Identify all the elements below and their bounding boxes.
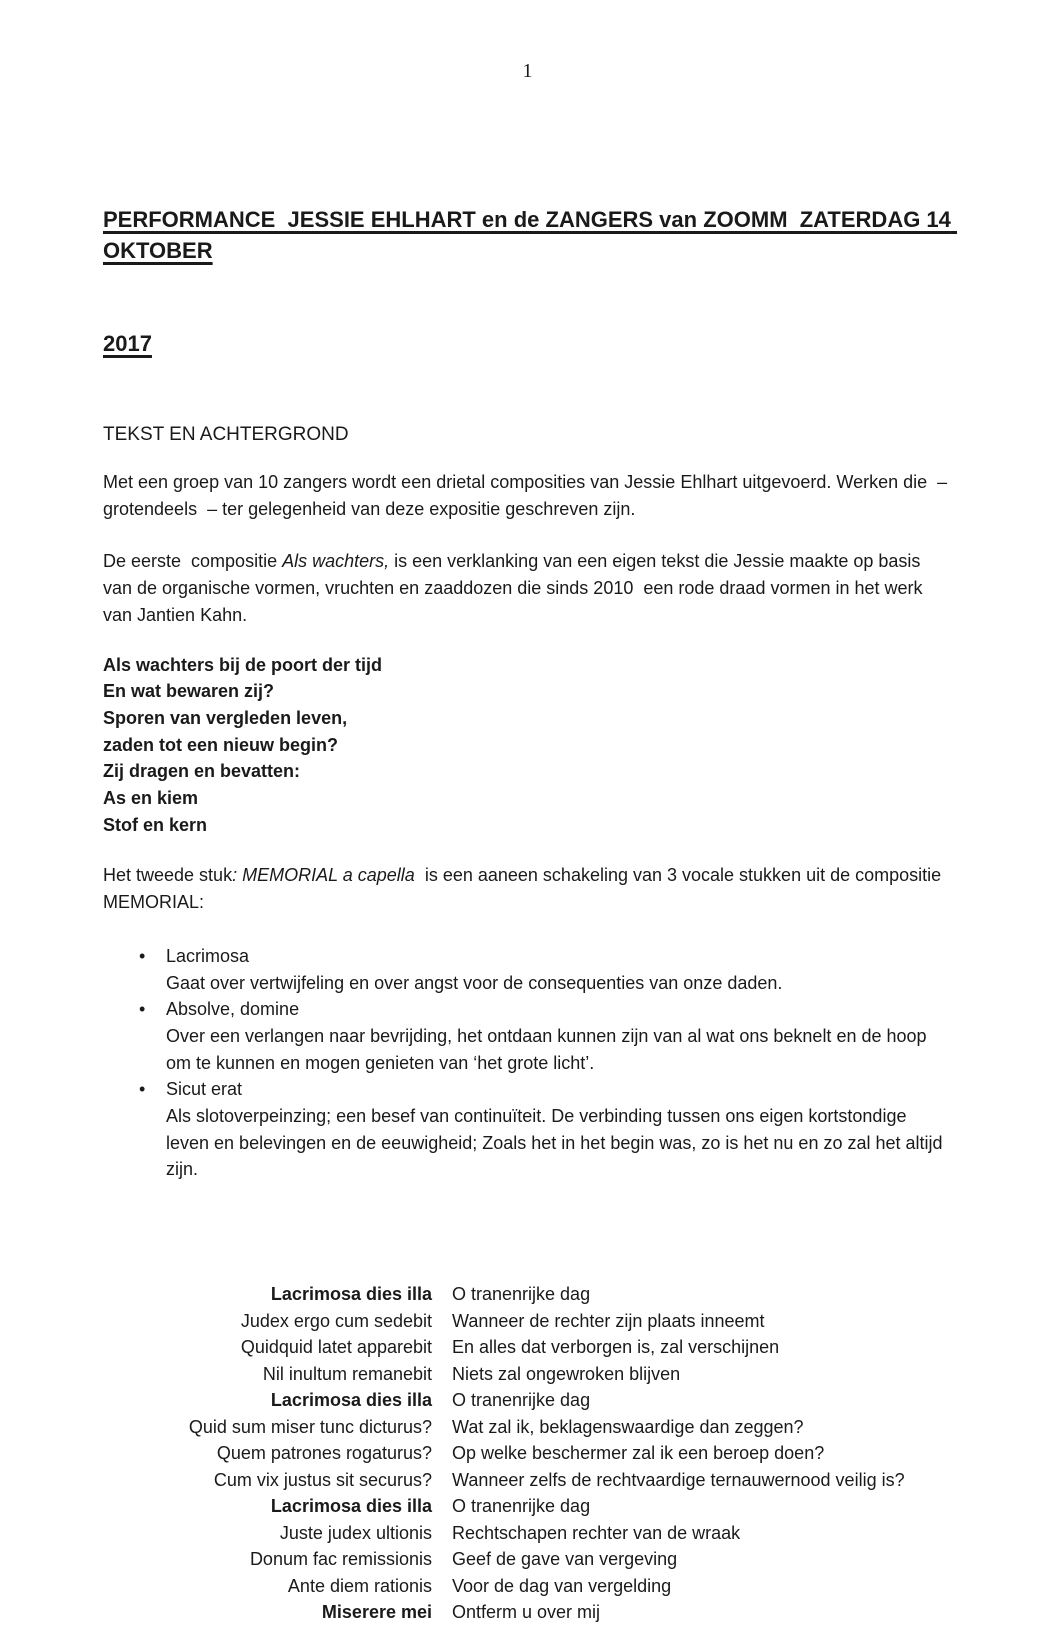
latin-cell: Juste judex ultionis	[279, 1522, 432, 1543]
poem-line: Zij dragen en bevatten:	[103, 761, 301, 782]
latin-cell: Judex ergo cum sedebit	[240, 1310, 432, 1331]
poem-als-wachters	[103, 652, 952, 839]
poem-line: zaden tot een nieuw begin?	[103, 734, 339, 755]
lyrics-row	[103, 1414, 952, 1441]
lyrics-row	[103, 1281, 952, 1308]
latin-cell: Donum fac remissionis	[249, 1549, 432, 1570]
intro-text: Met een groep van 10 zangers wordt een drietal composities van Jessie Ehlhart uitgevoerd. Werken die – grotendeels – ter gelegenheid van deze expositie geschreven zijn.	[103, 472, 953, 519]
poem-line: En wat bewaren zij?	[103, 681, 275, 702]
title-line-1-text: PERFORMANCE JESSIE EHLHART en de ZANGERS van ZOOMM ZATERDAG 14 OKTOBER	[103, 207, 958, 263]
dutch-cell: Niets zal ongewroken blijven	[452, 1363, 681, 1384]
poem-line: Stof en kern	[103, 814, 208, 835]
lyrics-row	[103, 1520, 952, 1547]
lyrics-row	[103, 1334, 952, 1361]
title-line-2-text: 2017	[103, 331, 152, 356]
dutch-cell: Wanneer zelfs de rechtvaardige ternauwernood veilig is?	[452, 1469, 905, 1490]
second-piece-pre: Het tweede stuk	[103, 865, 233, 886]
dutch-cell: Wanneer de rechter zijn plaats inneemt	[452, 1310, 765, 1331]
movement-title: • Sicut erat	[166, 1079, 243, 1100]
latin-cell: Cum vix justus sit securus?	[213, 1469, 432, 1490]
lyrics-row	[103, 1546, 952, 1573]
dutch-cell: O tranenrijke dag	[452, 1390, 591, 1411]
latin-cell: Ante diem rationis	[287, 1575, 432, 1596]
lyrics-row	[103, 1493, 952, 1520]
latin-cell: Quid sum miser tunc dicturus?	[188, 1416, 432, 1437]
latin-cell: Lacrimosa dies illa	[270, 1390, 432, 1411]
page-number: 1	[522, 60, 533, 82]
first-composition-post: is een verklanking van een eigen tekst die Jessie maakte op basis van de organische vormen, vruchten en zaaddozen die sinds 2010 een rode draad vormen in het werk van Jantien Kahn.	[103, 551, 928, 625]
lyrics-row	[103, 1308, 952, 1335]
movement-description: Over een verlangen naar bevrijding, het ontdaan kunnen zijn van al wat ons beknelt en de hoop om te kunnen en mogen genieten van ‘het grote licht’.	[166, 1025, 927, 1073]
latin-cell: Lacrimosa dies illa	[270, 1284, 432, 1305]
second-piece-post: is een aaneen schakeling van 3 vocale stukken uit de compositie MEMORIAL:	[103, 865, 947, 913]
lyrics-row	[103, 1467, 952, 1494]
document-title	[103, 142, 958, 421]
latin-cell: Nil inultum remanebit	[262, 1363, 432, 1384]
second-piece-title-italic: : MEMORIAL a capella	[232, 865, 415, 886]
dutch-cell: Ontferm u over mij	[452, 1602, 601, 1623]
list-item-lacrimosa	[103, 943, 952, 996]
lyrics-row	[103, 1440, 952, 1467]
lyrics-row	[103, 1599, 952, 1626]
lyrics-row	[103, 1387, 952, 1414]
list-item-sicut-erat	[103, 1076, 952, 1183]
movement-title: • Lacrimosa	[166, 945, 250, 966]
paragraph-second-piece	[103, 862, 952, 915]
paragraph-first-composition	[103, 548, 952, 628]
lyrics-row	[103, 1361, 952, 1388]
dutch-cell: Geef de gave van vergeving	[452, 1549, 678, 1570]
dutch-cell: Rechtschapen rechter van de wraak	[452, 1522, 741, 1543]
title-line-1	[103, 204, 958, 266]
latin-cell: Lacrimosa dies illa	[270, 1496, 432, 1517]
movement-description: Gaat over vertwijfeling en over angst voor de consequenties van onze daden.	[166, 972, 783, 993]
dutch-cell: O tranenrijke dag	[452, 1496, 591, 1517]
dutch-cell: Op welke beschermer zal ik een beroep doen?	[452, 1443, 825, 1464]
lyrics-row	[103, 1573, 952, 1600]
document-subtitle: TEKST EN ACHTERGROND	[103, 424, 349, 445]
latin-cell: Miserere mei	[321, 1602, 432, 1623]
latin-cell: Quidquid latet apparebit	[240, 1337, 432, 1358]
movement-description: Als slotoverpeinzing; een besef van continuïteit. De verbinding tussen ons eigen kortstondige leven en belevingen en de eeuwigheid; Zoals het in het begin was, zo is het nu en zo zal het altijd zijn.	[166, 1106, 943, 1180]
dutch-cell: Voor de dag van vergelding	[452, 1575, 672, 1596]
lyrics-table	[103, 1281, 952, 1626]
first-composition-pre: De eerste compositie	[103, 551, 283, 572]
poem-line: Sporen van vergleden leven,	[103, 707, 348, 728]
dutch-cell: En alles dat verborgen is, zal verschijnen	[452, 1337, 780, 1358]
list-item-absolve-domine	[103, 996, 952, 1076]
latin-cell: Quem patrones rogaturus?	[216, 1443, 432, 1464]
dutch-cell: O tranenrijke dag	[452, 1284, 591, 1305]
movement-title: • Absolve, domine	[166, 999, 300, 1020]
first-composition-title-italic: Als wachters,	[282, 551, 390, 572]
poem-line: Als wachters bij de poort der tijd	[103, 654, 383, 675]
paragraph-intro	[103, 469, 952, 522]
movement-list	[103, 943, 952, 1183]
poem-line: As en kiem	[103, 788, 199, 809]
title-line-2	[103, 328, 952, 359]
dutch-cell: Wat zal ik, beklagenswaardige dan zeggen?	[452, 1416, 804, 1437]
